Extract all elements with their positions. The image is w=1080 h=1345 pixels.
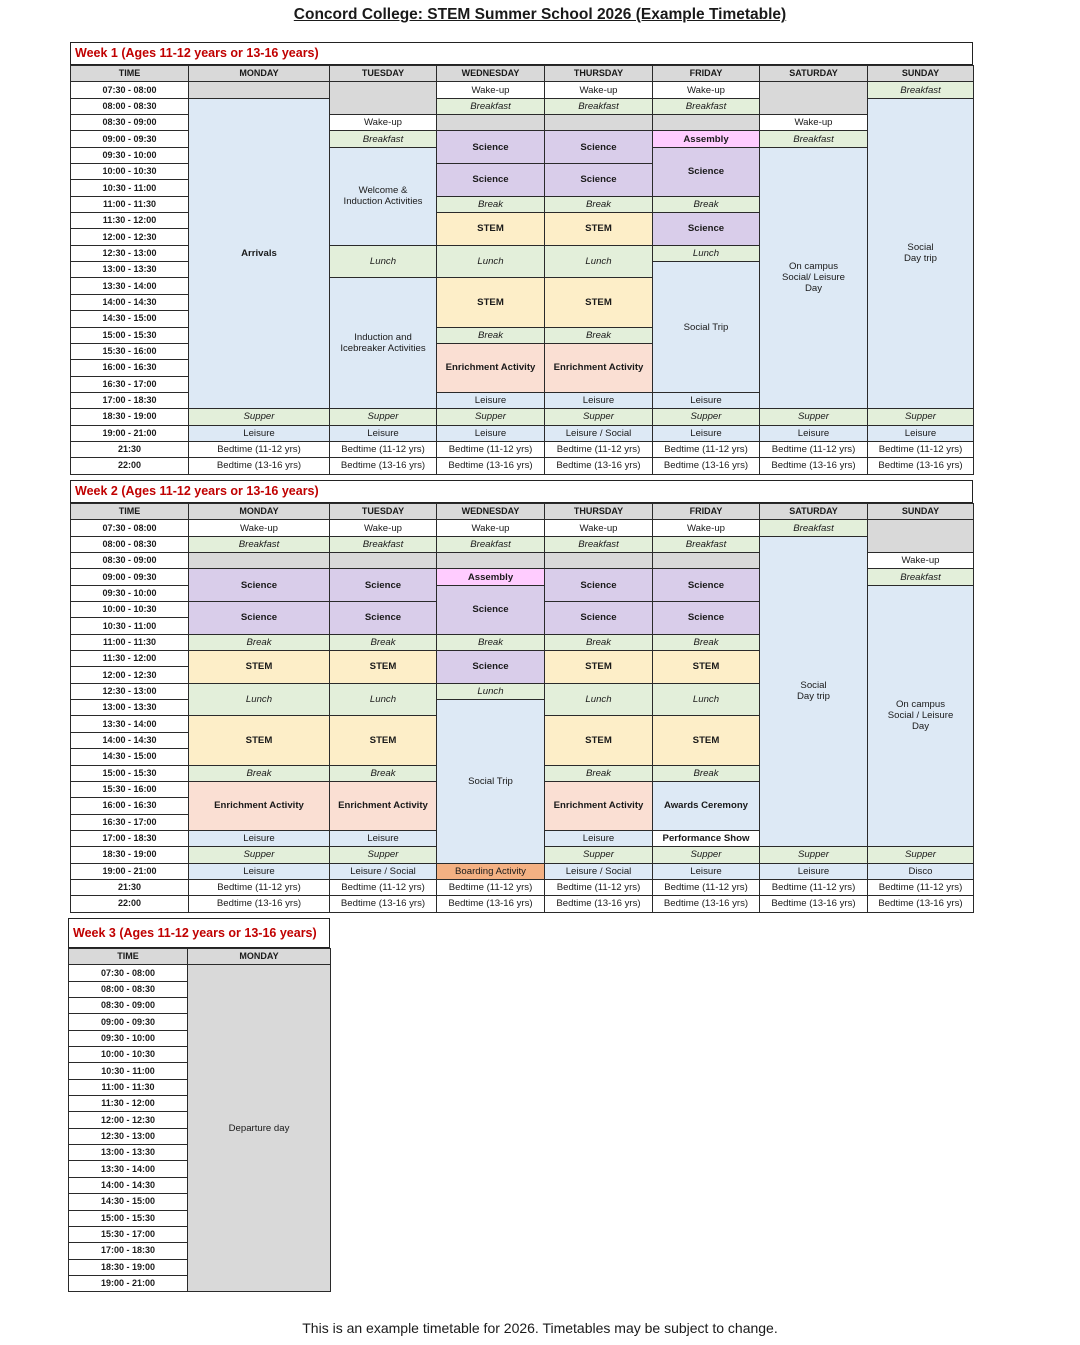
- column-header-sunday: SUNDAY: [868, 504, 974, 520]
- schedule-cell-tuesday: Lunch: [330, 683, 437, 716]
- column-header-saturday: SATURDAY: [760, 504, 868, 520]
- time-slot: 13:00 - 13:30: [71, 262, 189, 278]
- schedule-cell-tuesday: [330, 82, 437, 115]
- schedule-cell-sunday: Supper: [868, 409, 974, 425]
- time-slot: 11:00 - 11:30: [71, 634, 189, 650]
- schedule-cell-thursday: Bedtime (13-16 yrs): [545, 896, 653, 912]
- schedule-cell-friday: Bedtime (13-16 yrs): [653, 896, 760, 912]
- time-slot: 17:00 - 18:30: [71, 392, 189, 408]
- time-slot: 12:00 - 12:30: [69, 1112, 188, 1128]
- header-row: [71, 504, 974, 520]
- column-header-time: TIME: [69, 949, 188, 965]
- time-slot: 16:30 - 17:00: [71, 376, 189, 392]
- column-header-time: TIME: [71, 504, 189, 520]
- time-slot: 08:30 - 09:00: [71, 553, 189, 569]
- schedule-cell-thursday: Science: [545, 131, 653, 164]
- schedule-cell-tuesday: Wake-up: [330, 520, 437, 536]
- schedule-cell-friday: Breakfast: [653, 536, 760, 552]
- time-slot: 13:00 - 13:30: [71, 700, 189, 716]
- schedule-cell-friday: Break: [653, 765, 760, 781]
- schedule-cell-thursday: Leisure / Social: [545, 425, 653, 441]
- schedule-cell-friday: Assembly: [653, 131, 760, 147]
- schedule-cell-friday: Leisure: [653, 392, 760, 408]
- time-slot: 19:00 - 21:00: [69, 1275, 188, 1291]
- schedule-cell-monday: Bedtime (13-16 yrs): [189, 896, 330, 912]
- schedule-cell-thursday: Science: [545, 569, 653, 602]
- schedule-cell-thursday: Bedtime (11-12 yrs): [545, 879, 653, 895]
- table-row: [71, 896, 974, 912]
- time-slot: 08:00 - 08:30: [69, 981, 188, 997]
- table-row: [71, 409, 974, 425]
- time-slot: 09:00 - 09:30: [71, 569, 189, 585]
- schedule-cell-wednesday: [437, 115, 545, 131]
- week-3-header: Week 3 (Ages 11-12 years or 13-16 years): [68, 918, 330, 948]
- schedule-cell-monday: STEM: [189, 651, 330, 684]
- schedule-cell-tuesday: Wake-up: [330, 115, 437, 131]
- schedule-cell-saturday: Supper: [760, 409, 868, 425]
- schedule-cell-monday: Science: [189, 569, 330, 602]
- schedule-cell-tuesday: Bedtime (13-16 yrs): [330, 896, 437, 912]
- schedule-cell-thursday: Wake-up: [545, 520, 653, 536]
- schedule-cell-monday: Arrivals: [189, 98, 330, 409]
- time-slot: 09:30 - 10:00: [71, 585, 189, 601]
- schedule-cell-friday: Bedtime (13-16 yrs): [653, 458, 760, 474]
- schedule-cell-friday: Bedtime (11-12 yrs): [653, 441, 760, 457]
- schedule-cell-wednesday: Break: [437, 196, 545, 212]
- schedule-cell-sunday: Breakfast: [868, 82, 974, 98]
- schedule-cell-tuesday: Supper: [330, 409, 437, 425]
- schedule-cell-thursday: Break: [545, 196, 653, 212]
- time-slot: 14:30 - 15:00: [69, 1194, 188, 1210]
- time-slot: 12:30 - 13:00: [71, 245, 189, 261]
- schedule-cell-sunday: Disco: [868, 863, 974, 879]
- time-slot: 15:00 - 15:30: [71, 765, 189, 781]
- time-slot: 07:30 - 08:00: [69, 965, 188, 981]
- schedule-cell-tuesday: Bedtime (11-12 yrs): [330, 879, 437, 895]
- schedule-cell-tuesday: [330, 553, 437, 569]
- schedule-cell-friday: Wake-up: [653, 82, 760, 98]
- schedule-cell-monday: [189, 553, 330, 569]
- schedule-cell-thursday: STEM: [545, 213, 653, 246]
- schedule-cell-friday: Performance Show: [653, 830, 760, 846]
- table-row: [71, 82, 974, 98]
- column-header-saturday: SATURDAY: [760, 66, 868, 82]
- schedule-cell-wednesday: Breakfast: [437, 536, 545, 552]
- time-slot: 14:00 - 14:30: [69, 1177, 188, 1193]
- schedule-cell-wednesday: Lunch: [437, 683, 545, 699]
- schedule-cell-wednesday: Science: [437, 131, 545, 164]
- schedule-cell-friday: Leisure: [653, 863, 760, 879]
- schedule-cell-friday: Wake-up: [653, 520, 760, 536]
- time-slot: 22:00: [71, 896, 189, 912]
- schedule-cell-friday: Supper: [653, 847, 760, 863]
- time-slot: 09:30 - 10:00: [71, 147, 189, 163]
- schedule-cell-thursday: Wake-up: [545, 82, 653, 98]
- schedule-cell-wednesday: Assembly: [437, 569, 545, 585]
- schedule-cell-thursday: Break: [545, 634, 653, 650]
- schedule-cell-wednesday: Wake-up: [437, 82, 545, 98]
- schedule-cell-saturday: Supper: [760, 847, 868, 863]
- time-slot: 18:30 - 19:00: [71, 409, 189, 425]
- table-row: [71, 441, 974, 457]
- header-row: [69, 949, 331, 965]
- schedule-cell-sunday: Bedtime (13-16 yrs): [868, 896, 974, 912]
- column-header-tuesday: TUESDAY: [330, 66, 437, 82]
- time-slot: 19:00 - 21:00: [71, 863, 189, 879]
- time-slot: 08:30 - 09:00: [69, 998, 188, 1014]
- schedule-cell-tuesday: STEM: [330, 716, 437, 765]
- schedule-cell-wednesday: Bedtime (13-16 yrs): [437, 896, 545, 912]
- schedule-cell-sunday: Social Day trip: [868, 98, 974, 409]
- page-title: Concord College: STEM Summer School 2026 (Example Timetable): [293, 6, 787, 23]
- schedule-cell-sunday: Bedtime (11-12 yrs): [868, 441, 974, 457]
- schedule-cell-thursday: Supper: [545, 847, 653, 863]
- schedule-cell-monday: Supper: [189, 847, 330, 863]
- schedule-cell-sunday: Leisure: [868, 425, 974, 441]
- schedule-cell-friday: [653, 115, 760, 131]
- time-slot: 19:00 - 21:00: [71, 425, 189, 441]
- time-slot: 16:30 - 17:00: [71, 814, 189, 830]
- schedule-cell-thursday: [545, 553, 653, 569]
- schedule-cell-thursday: STEM: [545, 716, 653, 765]
- schedule-cell-thursday: Bedtime (11-12 yrs): [545, 441, 653, 457]
- time-slot: 10:30 - 11:00: [71, 180, 189, 196]
- column-header-monday: MONDAY: [188, 949, 331, 965]
- schedule-cell-friday: STEM: [653, 651, 760, 684]
- week-1-header: Week 1 (Ages 11-12 years or 13-16 years): [70, 42, 973, 65]
- schedule-cell-monday: Bedtime (11-12 yrs): [189, 879, 330, 895]
- schedule-cell-sunday: Wake-up: [868, 553, 974, 569]
- time-slot: 11:30 - 12:00: [69, 1096, 188, 1112]
- schedule-cell-monday: Supper: [189, 409, 330, 425]
- schedule-cell-tuesday: Lunch: [330, 245, 437, 278]
- schedule-cell-friday: Lunch: [653, 245, 760, 261]
- time-slot: 09:30 - 10:00: [69, 1030, 188, 1046]
- time-slot: 16:00 - 16:30: [71, 360, 189, 376]
- schedule-cell-friday: Breakfast: [653, 98, 760, 114]
- schedule-cell-wednesday: STEM: [437, 278, 545, 327]
- schedule-cell-monday: Breakfast: [189, 536, 330, 552]
- schedule-cell-wednesday: Social Trip: [437, 700, 545, 863]
- time-slot: 15:30 - 17:00: [69, 1226, 188, 1242]
- schedule-cell-tuesday: Leisure / Social: [330, 863, 437, 879]
- schedule-cell-tuesday: Enrichment Activity: [330, 781, 437, 830]
- schedule-cell-thursday: Bedtime (13-16 yrs): [545, 458, 653, 474]
- schedule-cell-monday: STEM: [189, 716, 330, 765]
- schedule-cell-wednesday: Bedtime (11-12 yrs): [437, 441, 545, 457]
- time-slot: 15:30 - 16:00: [71, 343, 189, 359]
- schedule-cell-tuesday: STEM: [330, 651, 437, 684]
- schedule-cell-wednesday: Bedtime (13-16 yrs): [437, 458, 545, 474]
- time-slot: 15:30 - 16:00: [71, 781, 189, 797]
- schedule-cell-wednesday: Leisure: [437, 425, 545, 441]
- header-row: [71, 66, 974, 82]
- time-slot: 14:00 - 14:30: [71, 732, 189, 748]
- schedule-cell-friday: Bedtime (11-12 yrs): [653, 879, 760, 895]
- schedule-cell-wednesday: Boarding Activity: [437, 863, 545, 879]
- schedule-cell-thursday: Enrichment Activity: [545, 781, 653, 830]
- schedule-cell-monday: [189, 82, 330, 98]
- schedule-cell-thursday: Break: [545, 765, 653, 781]
- time-slot: 22:00: [71, 458, 189, 474]
- column-header-monday: MONDAY: [189, 66, 330, 82]
- table-row: [69, 965, 331, 981]
- schedule-cell-tuesday: Welcome & Induction Activities: [330, 147, 437, 245]
- time-slot: 08:00 - 08:30: [71, 98, 189, 114]
- time-slot: 21:30: [71, 879, 189, 895]
- schedule-cell-saturday: Bedtime (13-16 yrs): [760, 896, 868, 912]
- schedule-cell-wednesday: Breakfast: [437, 98, 545, 114]
- time-slot: 08:30 - 09:00: [71, 115, 189, 131]
- schedule-cell-tuesday: Induction and Icebreaker Activities: [330, 278, 437, 409]
- table-row: [71, 425, 974, 441]
- time-slot: 07:30 - 08:00: [71, 520, 189, 536]
- schedule-cell-monday: Bedtime (13-16 yrs): [189, 458, 330, 474]
- schedule-cell-wednesday: Science: [437, 585, 545, 634]
- schedule-cell-tuesday: Breakfast: [330, 131, 437, 147]
- column-header-monday: MONDAY: [189, 504, 330, 520]
- schedule-cell-tuesday: Bedtime (13-16 yrs): [330, 458, 437, 474]
- schedule-cell-thursday: Supper: [545, 409, 653, 425]
- schedule-cell-thursday: Science: [545, 164, 653, 197]
- column-header-thursday: THURSDAY: [545, 66, 653, 82]
- schedule-cell-saturday: On campus Social/ Leisure Day: [760, 147, 868, 409]
- schedule-cell-friday: Science: [653, 147, 760, 196]
- schedule-cell-sunday: [868, 520, 974, 553]
- schedule-cell-thursday: Leisure: [545, 830, 653, 846]
- schedule-cell-sunday: Breakfast: [868, 569, 974, 585]
- schedule-cell-thursday: Breakfast: [545, 536, 653, 552]
- time-slot: 10:30 - 11:00: [69, 1063, 188, 1079]
- schedule-cell-friday: Science: [653, 602, 760, 635]
- table-row: [71, 520, 974, 536]
- schedule-cell-friday: Science: [653, 213, 760, 246]
- schedule-cell-tuesday: Leisure: [330, 830, 437, 846]
- schedule-cell-saturday: Breakfast: [760, 520, 868, 536]
- schedule-cell-saturday: [760, 82, 868, 115]
- time-slot: 08:00 - 08:30: [71, 536, 189, 552]
- schedule-cell-saturday: Bedtime (13-16 yrs): [760, 458, 868, 474]
- column-header-sunday: SUNDAY: [868, 66, 974, 82]
- time-slot: 13:30 - 14:00: [71, 716, 189, 732]
- time-slot: 09:00 - 09:30: [69, 1014, 188, 1030]
- time-slot: 11:00 - 11:30: [69, 1079, 188, 1095]
- time-slot: 21:30: [71, 441, 189, 457]
- schedule-cell-friday: Break: [653, 634, 760, 650]
- table-row: [71, 536, 974, 552]
- schedule-cell-monday: Break: [189, 765, 330, 781]
- table-row: [71, 458, 974, 474]
- schedule-cell-tuesday: Break: [330, 634, 437, 650]
- week-1-timetable: [70, 65, 974, 475]
- schedule-cell-thursday: Leisure: [545, 392, 653, 408]
- schedule-cell-saturday: Leisure: [760, 863, 868, 879]
- schedule-cell-wednesday: [437, 553, 545, 569]
- schedule-cell-saturday: Wake-up: [760, 115, 868, 131]
- schedule-cell-wednesday: Enrichment Activity: [437, 343, 545, 392]
- schedule-cell-monday: Lunch: [189, 683, 330, 716]
- time-slot: 11:30 - 12:00: [71, 213, 189, 229]
- time-slot: 13:30 - 14:00: [69, 1161, 188, 1177]
- schedule-cell-thursday: Enrichment Activity: [545, 343, 653, 392]
- column-header-wednesday: WEDNESDAY: [437, 504, 545, 520]
- schedule-cell-monday: Leisure: [189, 863, 330, 879]
- schedule-cell-tuesday: Break: [330, 765, 437, 781]
- time-slot: 14:30 - 15:00: [71, 311, 189, 327]
- time-slot: 11:00 - 11:30: [71, 196, 189, 212]
- schedule-cell-wednesday: Break: [437, 327, 545, 343]
- schedule-cell-monday: Departure day: [188, 965, 331, 1292]
- schedule-cell-friday: STEM: [653, 716, 760, 765]
- schedule-cell-monday: Wake-up: [189, 520, 330, 536]
- time-slot: 15:00 - 15:30: [69, 1210, 188, 1226]
- footer-note: This is an example timetable for 2026. Timetables may be subject to change.: [302, 1320, 778, 1336]
- schedule-cell-friday: Supper: [653, 409, 760, 425]
- table-row: [71, 879, 974, 895]
- schedule-cell-friday: Awards Ceremony: [653, 781, 760, 830]
- table-row: [71, 863, 974, 879]
- schedule-cell-tuesday: Breakfast: [330, 536, 437, 552]
- time-slot: 10:30 - 11:00: [71, 618, 189, 634]
- week-2-header: Week 2 (Ages 11-12 years or 13-16 years): [70, 480, 973, 503]
- schedule-cell-thursday: STEM: [545, 651, 653, 684]
- schedule-cell-sunday: Bedtime (11-12 yrs): [868, 879, 974, 895]
- time-slot: 09:00 - 09:30: [71, 131, 189, 147]
- time-slot: 16:00 - 16:30: [71, 798, 189, 814]
- schedule-cell-saturday: Social Day trip: [760, 536, 868, 847]
- column-header-time: TIME: [71, 66, 189, 82]
- schedule-cell-sunday: On campus Social / Leisure Day: [868, 585, 974, 847]
- time-slot: 13:00 - 13:30: [69, 1145, 188, 1161]
- time-slot: 10:00 - 10:30: [71, 164, 189, 180]
- schedule-cell-wednesday: STEM: [437, 213, 545, 246]
- time-slot: 14:00 - 14:30: [71, 294, 189, 310]
- schedule-cell-friday: Social Trip: [653, 262, 760, 393]
- schedule-cell-tuesday: Science: [330, 602, 437, 635]
- schedule-cell-thursday: Breakfast: [545, 98, 653, 114]
- schedule-cell-wednesday: Wake-up: [437, 520, 545, 536]
- schedule-cell-wednesday: Leisure: [437, 392, 545, 408]
- schedule-cell-thursday: STEM: [545, 278, 653, 327]
- column-header-thursday: THURSDAY: [545, 504, 653, 520]
- schedule-cell-monday: Enrichment Activity: [189, 781, 330, 830]
- time-slot: 17:00 - 18:30: [69, 1243, 188, 1259]
- schedule-cell-tuesday: Leisure: [330, 425, 437, 441]
- column-header-tuesday: TUESDAY: [330, 504, 437, 520]
- column-header-friday: FRIDAY: [653, 504, 760, 520]
- time-slot: 17:00 - 18:30: [71, 830, 189, 846]
- time-slot: 10:00 - 10:30: [69, 1047, 188, 1063]
- schedule-cell-saturday: Bedtime (11-12 yrs): [760, 441, 868, 457]
- schedule-cell-wednesday: Science: [437, 651, 545, 684]
- schedule-cell-thursday: Science: [545, 602, 653, 635]
- schedule-cell-monday: Science: [189, 602, 330, 635]
- schedule-cell-sunday: Supper: [868, 847, 974, 863]
- schedule-cell-friday: Science: [653, 569, 760, 602]
- schedule-cell-tuesday: Bedtime (11-12 yrs): [330, 441, 437, 457]
- schedule-cell-thursday: Lunch: [545, 683, 653, 716]
- time-slot: 12:30 - 13:00: [69, 1128, 188, 1144]
- schedule-cell-saturday: Bedtime (11-12 yrs): [760, 879, 868, 895]
- time-slot: 14:30 - 15:00: [71, 749, 189, 765]
- time-slot: 07:30 - 08:00: [71, 82, 189, 98]
- time-slot: 10:00 - 10:30: [71, 602, 189, 618]
- schedule-cell-thursday: Leisure / Social: [545, 863, 653, 879]
- time-slot: 12:00 - 12:30: [71, 229, 189, 245]
- schedule-cell-saturday: Leisure: [760, 425, 868, 441]
- schedule-cell-sunday: Bedtime (13-16 yrs): [868, 458, 974, 474]
- schedule-cell-wednesday: Bedtime (11-12 yrs): [437, 879, 545, 895]
- time-slot: 12:30 - 13:00: [71, 683, 189, 699]
- schedule-cell-wednesday: Supper: [437, 409, 545, 425]
- schedule-cell-friday: [653, 553, 760, 569]
- schedule-cell-thursday: [545, 115, 653, 131]
- column-header-friday: FRIDAY: [653, 66, 760, 82]
- time-slot: 18:30 - 19:00: [71, 847, 189, 863]
- time-slot: 13:30 - 14:00: [71, 278, 189, 294]
- time-slot: 11:30 - 12:00: [71, 651, 189, 667]
- schedule-cell-friday: Leisure: [653, 425, 760, 441]
- column-header-wednesday: WEDNESDAY: [437, 66, 545, 82]
- schedule-cell-saturday: Breakfast: [760, 131, 868, 147]
- time-slot: 18:30 - 19:00: [69, 1259, 188, 1275]
- schedule-cell-monday: Bedtime (11-12 yrs): [189, 441, 330, 457]
- schedule-cell-wednesday: Break: [437, 634, 545, 650]
- schedule-cell-friday: Lunch: [653, 683, 760, 716]
- schedule-cell-tuesday: Science: [330, 569, 437, 602]
- schedule-cell-monday: Leisure: [189, 830, 330, 846]
- time-slot: 15:00 - 15:30: [71, 327, 189, 343]
- schedule-cell-thursday: Break: [545, 327, 653, 343]
- schedule-cell-wednesday: Science: [437, 164, 545, 197]
- week-2-timetable: [70, 503, 974, 913]
- schedule-cell-thursday: Lunch: [545, 245, 653, 278]
- schedule-cell-wednesday: Lunch: [437, 245, 545, 278]
- week-3-timetable: [68, 948, 331, 1292]
- schedule-cell-friday: Break: [653, 196, 760, 212]
- schedule-cell-tuesday: Supper: [330, 847, 437, 863]
- time-slot: 12:00 - 12:30: [71, 667, 189, 683]
- schedule-cell-monday: Break: [189, 634, 330, 650]
- schedule-cell-monday: Leisure: [189, 425, 330, 441]
